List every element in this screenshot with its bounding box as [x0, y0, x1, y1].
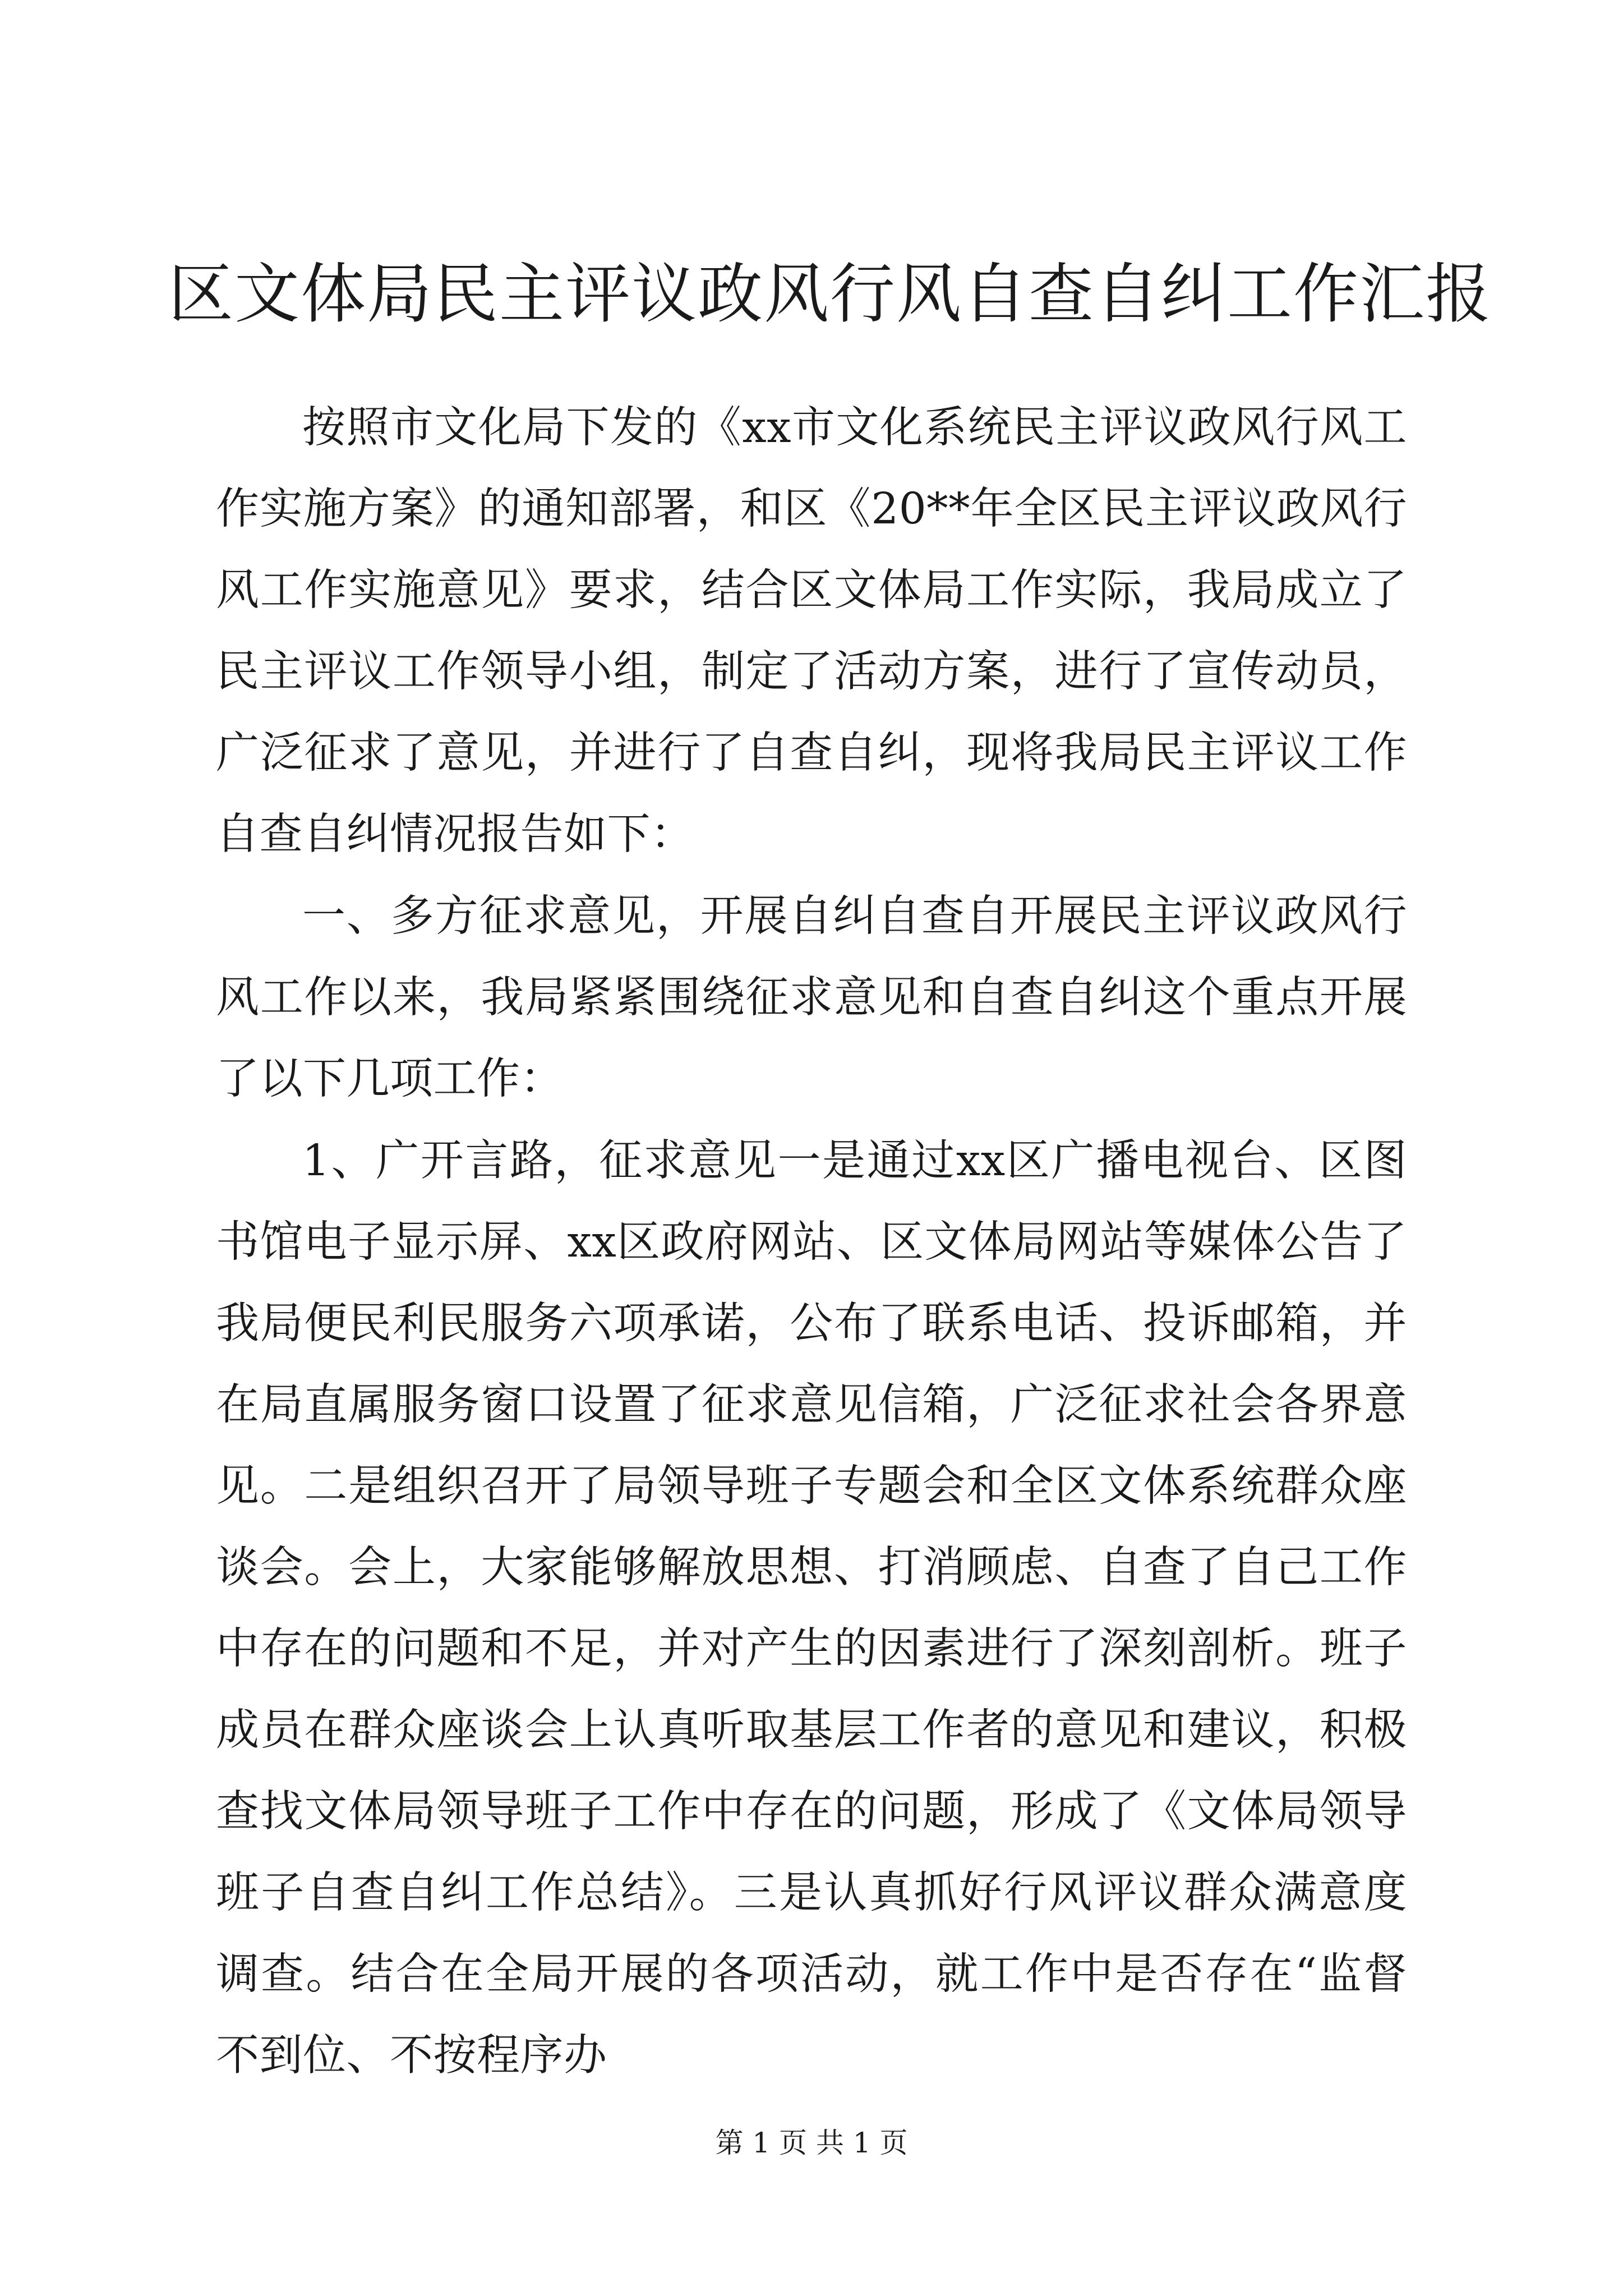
paragraph-section-one: 一、多方征求意见，开展自纠自查自开展民主评议政风行风工作以来，我局紧紧围绕征求意见和自查自纠这个重点开展了以下几项工作： — [216, 891, 1407, 1104]
paragraph-item-one: 1、广开言路，征求意见一是通过xx区广播电视台、区图书馆电子显示屏、xx区政府网站、区文体局网站等媒体公告了我局便民利民服务六项承诺，公布了联系电话、投诉邮箱，并在局直属服务窗口设置了征求意见信箱，广泛征求社会各界意见。二是组织召开了局领导班子专题会和全区文体系统群众座谈会。会上，大家能够解放思想、打消顾虑、自查了自己工作中存在的问题和不足，并对产生的因素进行了深刻剖析。班子成员在群众座谈会上认真听取基层工作者的意见和建议，积极查找文体局领导班子工作中存在的问题，形成了《文体局领导班子自查自纠工作总结》。三是认真抓好行风评议群众满意度调查。结合在全局开展的各项活动，就工作中是否存在“监督不到位、不按程序办 — [216, 1136, 1407, 2081]
page-footer: 第 1 页 共 1 页 — [715, 2127, 908, 2159]
document-body — [216, 387, 1407, 2097]
document-title: 区文体局民主评议政风行风自查自纠工作汇报 — [168, 256, 1492, 332]
paragraph-intro: 按照市文化局下发的《xx市文化系统民主评议政风行风工作实施方案》的通知部署，和区《20**年全区民主评议政风行风工作实施意见》要求，结合区文体局工作实际，我局成立了民主评议工作领导小组，制定了活动方案，进行了宣传动员，广泛征求了意见，并进行了自查自纠，现将我局民主评议工作自查自纠情况报告如下： — [216, 403, 1407, 859]
